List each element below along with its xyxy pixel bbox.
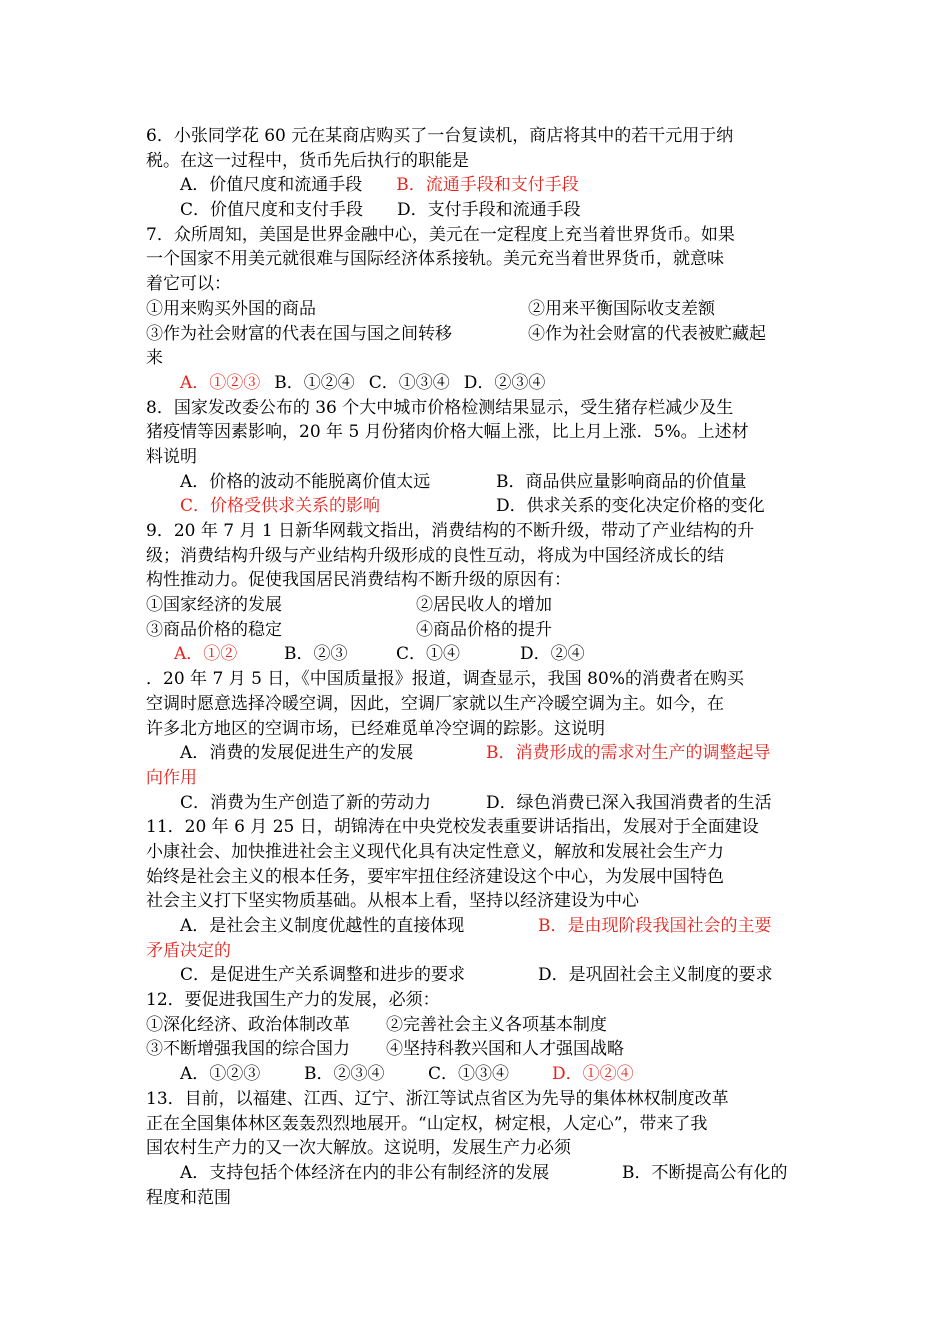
q10-options-row-1: [146, 741, 810, 766]
q12-item-2: ②完善社会主义各项基本制度: [386, 1014, 607, 1035]
q10-option-b-answer: B．消费形成的需求对生产的调整起导: [486, 743, 771, 764]
q9-option-a-answer: A．①②: [174, 644, 238, 665]
q9-item-2: ②居民收人的增加: [416, 595, 552, 616]
q10-option-c: C．消费为生产创造了新的劳动力: [180, 792, 432, 813]
q10-stem-line-2: 空调时愿意选择冷暖空调，因此，空调厂家就以生产冷暖空调为主。如今，在: [146, 693, 724, 714]
q9-options-row: [146, 642, 810, 667]
q12-option-d-answer: D．①②④: [552, 1064, 634, 1085]
q7-options-row: [146, 371, 810, 396]
q7-items-row-1: [146, 297, 810, 322]
q9-item-1: ①国家经济的发展: [146, 595, 282, 616]
q6-option-a: A．价值尺度和流通手段: [180, 175, 363, 196]
q8-option-d: D．供求关系的变化决定价格的变化: [496, 496, 765, 517]
q6-options-row-1: [146, 173, 810, 198]
q6-option-b-answer: B．流通手段和支付手段: [396, 175, 579, 196]
q7-items-row-2: [146, 322, 810, 347]
q9-stem-line-1: 9．20 年 7 月 1 日新华网载文指出，消费结构的不断升级，带动了产业结构的升: [146, 521, 755, 541]
q7-option-d: D．②③④: [463, 372, 546, 393]
q8-stem-line-3: 料说明: [146, 446, 197, 467]
q9-stem-line-3: 构性推动力。促使我国居民消费结构不断升级的原因有：: [146, 570, 571, 591]
q9-items-row-2: [146, 618, 810, 643]
q7-option-b: B．①②④: [274, 372, 355, 393]
q10-option-b-answer-continued: 向作用: [146, 767, 197, 788]
q11-option-d: D．是巩固社会主义制度的要求: [538, 965, 773, 986]
q12-option-a: A．①②③: [180, 1064, 261, 1085]
q9-option-b: B．②③: [284, 644, 348, 665]
q7-item-4-continued: 来: [146, 348, 163, 369]
q13-stem-line-3: 国农村生产力的又一次大解放。这说明，发展生产力必须: [146, 1138, 571, 1159]
q8-options-row-1: [146, 470, 810, 495]
q9-item-3: ③商品价格的稳定: [146, 619, 282, 640]
q8-option-b: B．商品供应量影响商品的价值量: [496, 471, 747, 492]
q11-options-row-1: [146, 914, 810, 939]
q10-option-a: A．消费的发展促进生产的发展: [180, 743, 414, 764]
q11-option-a: A．是社会主义制度优越性的直接体现: [180, 916, 465, 936]
q8-option-c-answer: C．价格受供求关系的影响: [180, 496, 381, 517]
q7-item-3: ③作为社会财富的代表在国与国之间转移: [146, 323, 452, 344]
q7-item-2: ②用来平衡国际收支差额: [528, 298, 715, 319]
q11-option-c: C．是促进生产关系调整和进步的要求: [180, 965, 466, 986]
q11-stem-line-1: 11．20 年 6 月 25 日，胡锦涛在中央党校发表重要讲话指出，发展对于全面建设: [146, 817, 759, 838]
q10-stem-line-1: ．20 年 7 月 5 日，《中国质量报》报道，调查显示，我国 80%的消费者在购买: [146, 669, 744, 690]
q13-stem-line-2: 正在全国集体林区轰轰烈烈地展开。“山定权，树定根，人定心”，带来了我: [146, 1113, 708, 1134]
q10-options-row-2: [146, 791, 810, 816]
q8-options-row-2: [146, 494, 810, 519]
q13-option-b: B．不断提高公有化的: [622, 1162, 788, 1183]
q7-option-a-answer: A．①②③: [180, 372, 261, 393]
q6-stem-line-2: 税。在这一过程中，货币先后执行的职能是: [146, 150, 469, 171]
q12-items-row-2: [146, 1037, 810, 1062]
q12-stem-line-1: 12．要促进我国生产力的发展，必须：: [146, 990, 440, 1011]
q6-option-c: C．价值尺度和支付手段: [180, 200, 364, 221]
q6-options-row-2: [146, 198, 810, 223]
q12-items-row-1: [146, 1013, 810, 1038]
q8-stem-line-2: 猪疫情等因素影响，20 年 5 月份猪肉价格大幅上涨，比上月上涨．5%。上述材: [146, 422, 749, 443]
q7-stem-line-2: 一个国家不用美元就很难与国际经济体系接轨。美元充当着世界货币，就意味: [146, 249, 724, 270]
exam-page: [146, 124, 810, 1210]
q7-option-c: C．①③④: [368, 372, 450, 393]
q11-option-b-answer-continued: 矛盾决定的: [146, 940, 231, 961]
q11-stem-line-2: 小康社会、加快推进社会主义现代化具有决定性意义，解放和发展社会生产力: [146, 841, 724, 862]
q12-options-row: [146, 1062, 810, 1087]
q10-option-d: D．绿色消费已深入我国消费者的生活: [486, 792, 772, 813]
q13-option-b-continued: 程度和范围: [146, 1187, 231, 1208]
q9-option-c: C．①④: [396, 644, 461, 665]
q9-items-row-1: [146, 593, 810, 618]
q13-stem-line-1: 13．目前，以福建、江西、辽宁、浙江等试点省区为先导的集体林权制度改革: [146, 1088, 729, 1109]
q6-option-d: D．支付手段和流通手段: [397, 200, 581, 221]
q9-option-d: D．②④: [520, 644, 585, 665]
q12-item-1: ①深化经济、政治体制改革: [146, 1014, 350, 1035]
q13-option-a: A．支持包括个体经济在内的非公有制经济的发展: [180, 1162, 550, 1183]
q12-option-b: B．②③④: [304, 1064, 385, 1085]
q11-option-b-answer: B．是由现阶段我国社会的主要: [538, 916, 772, 936]
q7-stem-line-3: 着它可以：: [146, 274, 231, 295]
q11-stem-line-3: 始终是社会主义的根本任务，要牢牢扭住经济建设这个中心，为发展中国特色: [146, 866, 724, 887]
q12-option-c: C．①③④: [428, 1064, 510, 1085]
q9-stem-line-2: 级；消费结构升级与产业结构升级形成的良性互动，将成为中国经济成长的结: [146, 545, 724, 566]
q13-options-row-1: [146, 1161, 810, 1186]
q9-item-4: ④商品价格的提升: [416, 619, 552, 640]
q8-stem-line-1: 8．国家发改委公布的 36 个大中城市价格检测结果显示，受生猪存栏减少及生: [146, 397, 734, 418]
q10-stem-line-3: 许多北方地区的空调市场，已经难觅单冷空调的踪影。这说明: [146, 718, 605, 739]
q7-item-4: ④作为社会财富的代表被贮藏起: [528, 323, 766, 344]
q7-item-1: ①用来购买外国的商品: [146, 298, 316, 319]
q11-stem-line-4: 社会主义打下坚实物质基础。从根本上看，坚持以经济建设为中心: [146, 891, 639, 912]
q12-item-4: ④坚持科教兴国和人才强国战略: [386, 1039, 624, 1060]
q7-stem-line-1: 7．众所周知，美国是世界金融中心，美元在一定程度上充当着世界货币。如果: [146, 224, 735, 245]
q8-option-a: A．价格的波动不能脱离价值太远: [180, 471, 431, 492]
q11-options-row-2: [146, 963, 810, 988]
q6-stem-line-1: 6．小张同学花 60 元在某商店购买了一台复读机，商店将其中的若干元用于纳: [146, 126, 734, 146]
q12-item-3: ③不断增强我国的综合国力: [146, 1039, 350, 1060]
